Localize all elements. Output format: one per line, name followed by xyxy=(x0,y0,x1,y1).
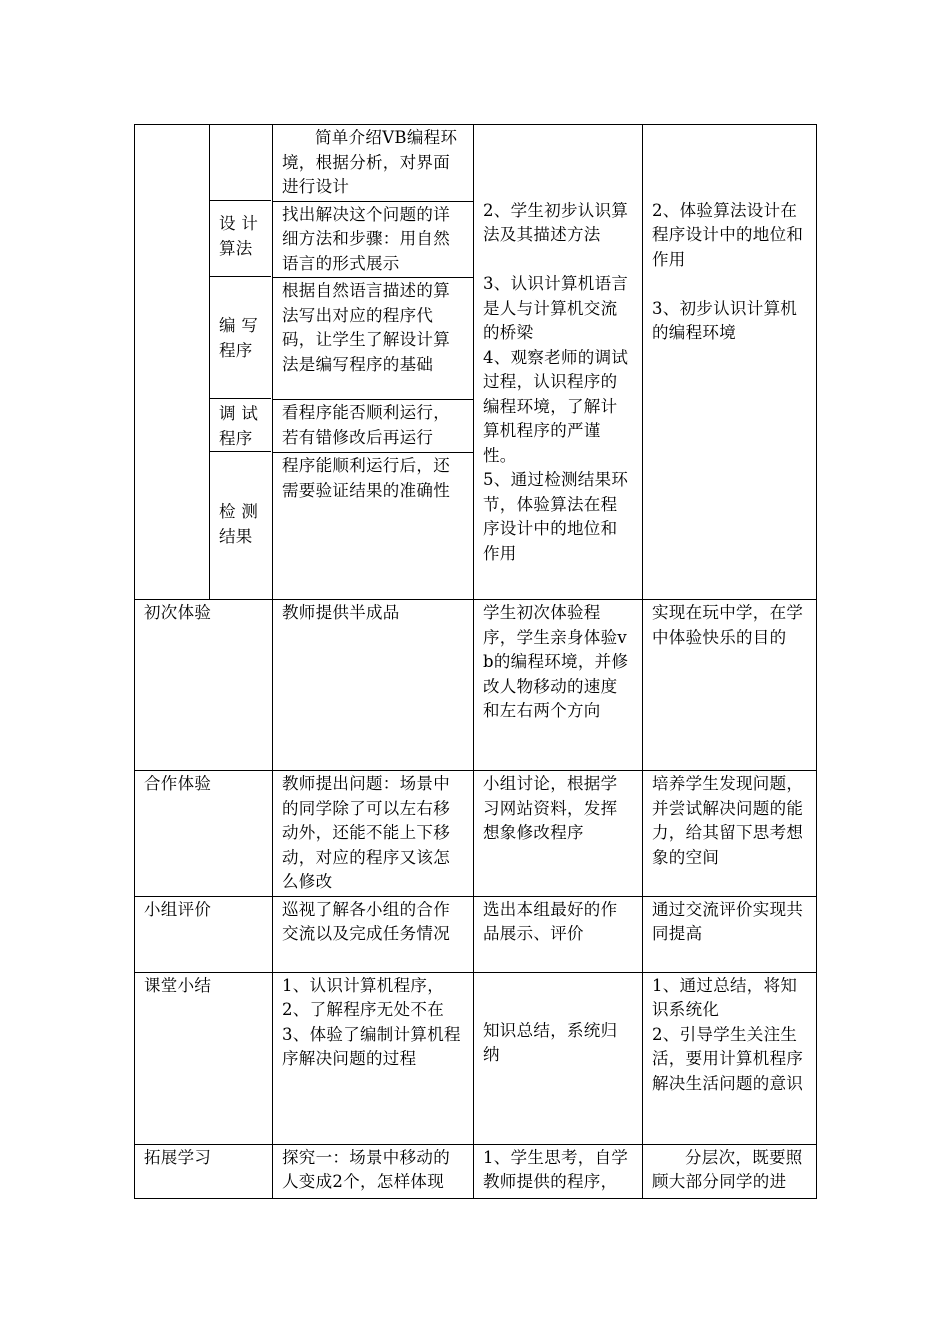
teacher-cell: 根据自然语言描述的算法写出对应的程序代码，让学生了解设计算法是编写程序的基础 xyxy=(273,278,474,400)
teacher-cell: 巡视了解各小组的合作交流以及完成任务情况 xyxy=(273,896,474,972)
student-cell: 1、学生思考，自学教师提供的程序， xyxy=(474,1144,643,1198)
table-row xyxy=(135,1144,817,1198)
intent-cell: 培养学生发现问题，并尝试解决问题的能力，给其留下思考想象的空间 xyxy=(643,771,817,897)
student-cell: 选出本组最好的作品展示、评价 xyxy=(474,896,643,972)
stage-cell: 课堂小结 xyxy=(135,972,273,1144)
step-labels xyxy=(209,124,273,599)
teacher-cell: 教师提出问题：场景中的同学除了可以左右移动外，还能不能上下移动，对应的程序又该怎么修改 xyxy=(273,771,474,897)
teacher-cell: 1、认识计算机程序， 2、了解程序无处不在 3、体验了编制计算机程序解决问题的过程 xyxy=(273,972,474,1144)
teacher-cell: 找出解决这个问题的详细方法和步骤：用自然语言的形式展示 xyxy=(273,201,474,278)
stage-cell: 初次体验 xyxy=(135,600,273,771)
intent-cell: 通过交流评价实现共同提高 xyxy=(643,896,817,972)
stage-cell: 小组评价 xyxy=(135,896,273,972)
table-row xyxy=(135,600,817,771)
table-row xyxy=(135,771,817,897)
teacher-cell: 教师提供半成品 xyxy=(273,600,474,771)
teacher-cell: 简单介绍VB编程环境，根据分析，对界面进行设计 xyxy=(273,125,474,202)
step-check: 检 测 结果 xyxy=(219,502,259,546)
student-cell: 知识总结，系统归纳 xyxy=(474,972,643,1144)
table-row xyxy=(135,972,817,1144)
intent-cell: 实现在玩中学，在学中体验快乐的目的 xyxy=(643,600,817,771)
stage-cell: 合作体验 xyxy=(135,771,273,897)
teacher-cell: 探究一：场景中移动的人变成2个，怎样体现 xyxy=(273,1144,474,1198)
step-debug: 调 试 程序 xyxy=(219,404,259,448)
teacher-cell: 程序能顺利运行后，还需要验证结果的准确性 xyxy=(273,453,474,600)
teacher-cell: 看程序能否顺利运行，若有错修改后再运行 xyxy=(273,400,474,453)
step-code: 编 写 程序 xyxy=(219,316,259,360)
stage-cell-empty xyxy=(135,125,210,600)
intent-cell: 分层次，既要照顾大部分同学的进 xyxy=(643,1144,817,1198)
design-intent-merged-cell: 2、体验算法设计在程序设计中的地位和作用 3、初步认识计算机的编程环境 xyxy=(643,125,817,600)
student-cell: 小组讨论，根据学习网站资料，发挥想象修改程序 xyxy=(474,771,643,897)
step-design: 设 计 算法 xyxy=(219,214,259,258)
student-cell: 学生初次体验程序，学生亲身体验vb的编程环境，并修改人物移动的速度和左右两个方向 xyxy=(474,600,643,771)
table-row xyxy=(135,896,817,972)
stage-cell: 拓展学习 xyxy=(135,1144,273,1198)
student-activity-merged-cell: 2、学生初步认识算法及其描述方法 3、认识计算机语言是人与计算机交流的桥梁 4、观察老师的调试过程，认识程序的编程环境，了解计算机程序的严谨性。 5、通过检测结果环节，体验算法在程序设计中的地位和作用 xyxy=(474,125,643,600)
intent-cell: 1、通过总结，将知识系统化 2、引导学生关注生活，要用计算机程序解决生活问题的意识 xyxy=(643,972,817,1144)
